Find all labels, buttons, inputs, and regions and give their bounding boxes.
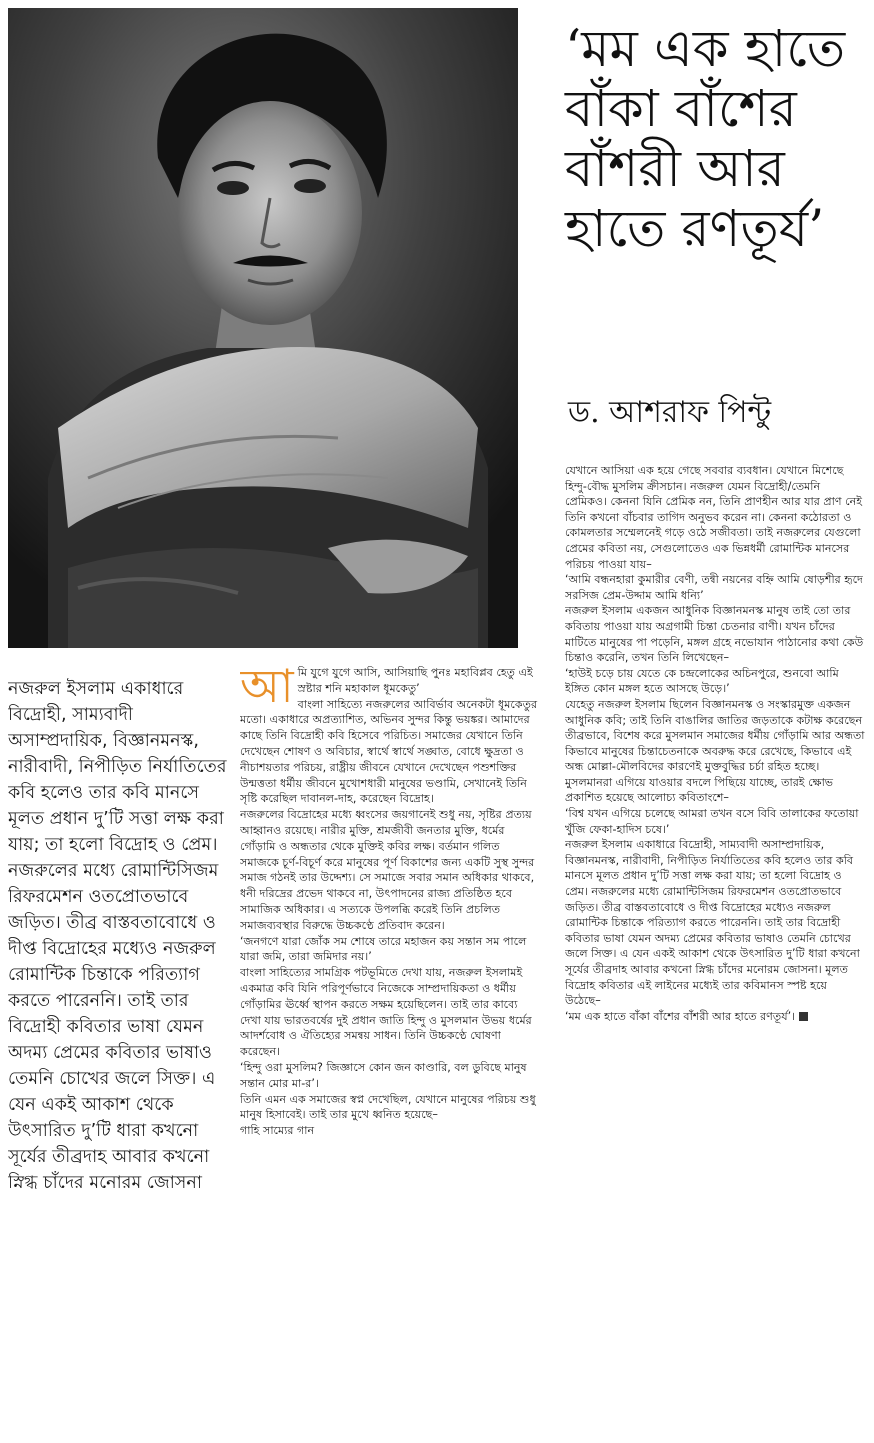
drop-cap: আ (240, 665, 294, 713)
left-column-text: নজরুল ইসলাম একাধারে বিদ্রোহী, সাম্যবাদী অসাম্প্রদায়িক, বিজ্ঞানমনস্ক, নারীবাদী, নিপীড়িত নির্যাতিতের কবি হলেও তার কবি মানসে মূলত প্রধান দু’টি সত্তা লক্ষ করা যায়; তা হলো বিদ্রোহ ও প্রেম। নজরুলের মধ্যে রোমান্টিসিজম রিফরমেশন ওতপ্রোতভাবে জড়িত। তীব্র বাস্তবতাবোধে ও দীপ্ত বিদ্রোহের মধ্যেও নজরুল রোমান্টিক চিন্তাকে পরিত্যাগ করতে পারেননি। তাই তার বিদ্রোহী কবিতার ভাষা যেমন অদম্য প্রেমের কবিতার ভাষাও তেমনি চোখের জলে সিক্ত। এ যেন একই আকাশ থেকে উৎসারিত দু’টি ধারা কখনো সূর্যের তীব্রদাহ আবার কখনো স্নিগ্ধ চাঁদের মনোরম জোসনা (8, 679, 227, 1193)
portrait-illustration (8, 8, 518, 648)
middle-column (240, 665, 540, 1435)
paragraph: বাংলা সাহিত্যের সামগ্রিক পটভূমিতে দেখা যায়, নজরুল ইসলামই একমাত্র কবি যিনি পরিপূর্ণভাবে নিজেকে সাম্প্রদায়িকতা ও ধর্মীয় গোঁড়ামির ঊর্ধ্বে স্থাপন করতে সক্ষম হয়েছিলেন। তাই তার কাব্যে দেখা যায় ভারতবর্ষের দুই প্রধান জাতি হিন্দু ও মুসলমান উভয় ধর্মের আদর্শবোধ ও ঐতিহ্যের সমন্বয় সাধন। তিনি উচ্চকণ্ঠে ঘোষণা করেছেন। (240, 966, 532, 1059)
paragraph: নজরুলের বিদ্রোহের মধ্যে ধ্বংসের জয়গানেই শুধু নয়, সৃষ্টির প্রত্যয় আহ্বানও রয়েছে। নারীর মুক্তি, শ্রমজীবী জনতার মুক্তি, ধর্মের গোঁড়ামি ও অন্ধতার থেকে মুক্তিই কবির লক্ষ। বর্তমান গলিত সমাজকে চূর্ণ-বিচূর্ণ করে মানুষের পূর্ণ বিকাশের জন্য একটি সুস্থ সুন্দর সমাজ গঠনই তার উদ্দেশ্য। সে সমাজে সবার সমান অধিকার থাকবে, ধনী দরিদ্রের প্রভেদ থাকবে না, উৎপাদনের রাজ্য প্রতিষ্ঠিত হবে সামাজিক অধিকার। এ সত্যকে উপলব্ধি করেই তিনি প্রচলিত সমাজব্যবস্থার বিরুদ্ধে উচ্চকণ্ঠে প্রতিবাদ করেন। (240, 808, 535, 932)
closing-quote (565, 1009, 865, 1025)
paragraph: নজরুল ইসলাম একাধারে বিদ্রোহী, সাম্যবাদী অসাম্প্রদায়িক, বিজ্ঞানমনস্ক, নারীবাদী, নিপীড়িত নির্যাতিতের কবি হলেও তার কবি মানসে মূলত প্রধান দু’টি সত্তা লক্ষ করা যায়; তা হলো বিদ্রোহ ও প্রেম। নজরুলের মধ্যে রোমান্টিসিজম রিফরমেশন ওতপ্রোতভাবে জড়িত। তীব্র বাস্তবতাবোধে ও দীপ্ত বিদ্রোহের মধ্যেও নজরুল রোমান্টিক চিন্তাকে পরিত্যাগ করতে পারেননি। তাই তার বিদ্রোহী কবিতার ভাষা যেমন অদম্য প্রেমের কবিতার ভাষাও তেমনি চোখের জলে সিক্ত। এ যেন একই আকাশ থেকে উৎসারিত দু’টি ধারা কখনো সূর্যের তীব্রদাহ আবার কখনো স্নিগ্ধ চাঁদের মনোরম জোসনা। মূলত বিদ্রোহ কবিতার এই লাইনের মধ্যেই তার কবিমানস স্পষ্ট হয়ে উঠেছে– (565, 838, 860, 1008)
end-mark-icon (799, 1012, 808, 1021)
paragraph: তিনি এমন এক সমাজের স্বপ্ন দেখেছিল, যেখানে মানুষের পরিচয় শুধু মানুষ হিসাবেই। তাই তার মুখে ধ্বনিত হয়েছে– (240, 1092, 536, 1122)
closing-quote-text: ‘মম এক হাতে বাঁকা বাঁশের বাঁশরী আর হাতে রণতূর্য’। (565, 1009, 796, 1023)
paragraph: গাহি সাম্যের গান (240, 1124, 315, 1138)
paragraph: যেহেতু নজরুল ইসলাম ছিলেন বিজ্ঞানমনস্ক ও সংস্কারমুক্ত একজন আধুনিক কবি; তাই তিনি বাঙালির জাতির জড়তাকে কটাক্ষ করেছেন তীব্রভাবে, বিশেষ করে মুসলমান সমাজের ধর্মীয় গোঁড়ামি আর অন্ধতা কিভাবে মানুষের চিন্তাচেতনাকে অবরুদ্ধ করে রেখেছে, কিভাবে এই অন্ধ মোল্লা-মৌলবিদের কারণেই মুক্তবুদ্ধির চর্চা রহিত হচ্ছে। মুসলমানরা এগিয়ে যাওয়ার বদলে পিছিয়ে যাচ্ছে, তারই ক্ষোভ প্রকাশিত হয়েছে আলোচ্য কবিতাংশে– (565, 697, 865, 805)
headline: ‘মম এক হাতে বাঁকা বাঁশের বাঁশরী আর হাতে রণতূর্য’ (565, 20, 846, 259)
portrait-photo (8, 8, 518, 648)
poem-quote: ‘হিন্দু ওরা মুসলিম? জিজ্ঞাসে কোন জন কাণ্ডারি, বল ডুবিছে মানুষ সন্তান মোর মা-র’। (240, 1060, 527, 1090)
left-column (8, 676, 230, 1436)
poem-quote: ‘জনগণে যারা জোঁক সম শোষে তারে মহাজন কয় সন্তান সম পালে যারা জমি, তারা জমিদার নয়।’ (240, 934, 527, 964)
author-byline: ড. আশরাফ পিন্টু (568, 395, 772, 430)
paragraph: নজরুল ইসলাম একজন আধুনিক বিজ্ঞানমনস্ক মানুষ তাই তো তার কবিতায় পাওয়া যায় অগ্রগামী চিন্তা চেতনার বাণী। যখন চাঁদের মাটিতে মানুষের পা পড়েনি, মঙ্গল গ্রহে নভোযান পাঠানোর কথা কেউ চিন্তাও করেনি, তখন তিনি লিখেছেন– (565, 604, 864, 665)
paragraph: বাংলা সাহিত্যে নজরুলের আবির্ভাব অনেকটা ধূমকেতুর মতো। একাধারে অপ্রত্যাশিত, অভিনব সুন্দর কিন্তু ভয়ঙ্কর। আমাদের কাছে তিনি বিদ্রোহী কবি হিসেবে পরিচিত। সমাজের যেখানে তিনি দেখেছেন শোষণ ও অবিচার, স্বার্থে স্বার্থে সঙ্ঘাত, বোধে ক্ষুদ্রতা ও নীচাশয়তার পরিচয়, রাষ্ট্রীয় জীবনে যেখানে দেখেছেন পশুশক্তির উন্মত্ততা ধর্মীয় জীবনে মুখোশধারী মানুষের ভণ্ডামি, সেখানেই তিনি সৃষ্টি করেছিল দাবানল-দাহ, করেছেন বিদ্রোহ। (240, 697, 538, 806)
poem-quote: ‘আমি বন্ধনহারা কুমারীর বেণী, তন্বী নয়নের বহ্নি আমি ষোড়শীর হৃদে সরসিজ প্রেম-উদ্দাম আমি ধন্যি’ (565, 573, 863, 602)
opening-quote: মি যুগে যুগে আসি, আসিয়াছি পুনঃ মহাবিপ্লব হেতু এই স্রষ্টার শনি মহাকাল ধূমকেতু’ (297, 666, 533, 695)
poem-quote: ‘হাউই চড়ে চায় যেতে কে চন্দ্রলোকের অচিনপুরে, শুনবো আমি ইঙ্গিত কোন মঙ্গল হতে আসছে উড়ে।’ (565, 666, 839, 696)
paragraph: যেখানে আসিয়া এক হয়ে গেছে সববার ব্যবধান। যেখানে মিশেছে হিন্দু-বৌদ্ধ মুসলিম ক্রীসচান। নজরুল যেমন বিদ্রোহী/তেমনি প্রেমিকও। কেননা যিনি প্রেমিক নন, তিনি প্রাণহীন আর যার প্রাণ নেই তিনি কখনো বাঁচবার তাগিদ অনুভব করেন না। কেননা কঠোরতা ও কোমলতার সম্মেলনেই গড়ে ওঠে সজীবতা। তাই নজরুলের যেগুলো প্রেমের কবিতা নয়, সেগুলোতেও এক ভিন্নধর্মী রোমান্টিক মানসের পরিচয় পাওয়া যায়– (565, 464, 862, 571)
right-column (565, 463, 865, 1435)
poem-quote: ‘বিশ্ব যখন এগিয়ে চলেছে আমরা তখন বসে বিবি তালাকের ফতোয়া খুঁজি ফেকা-হাদিস চষে।’ (565, 807, 859, 836)
